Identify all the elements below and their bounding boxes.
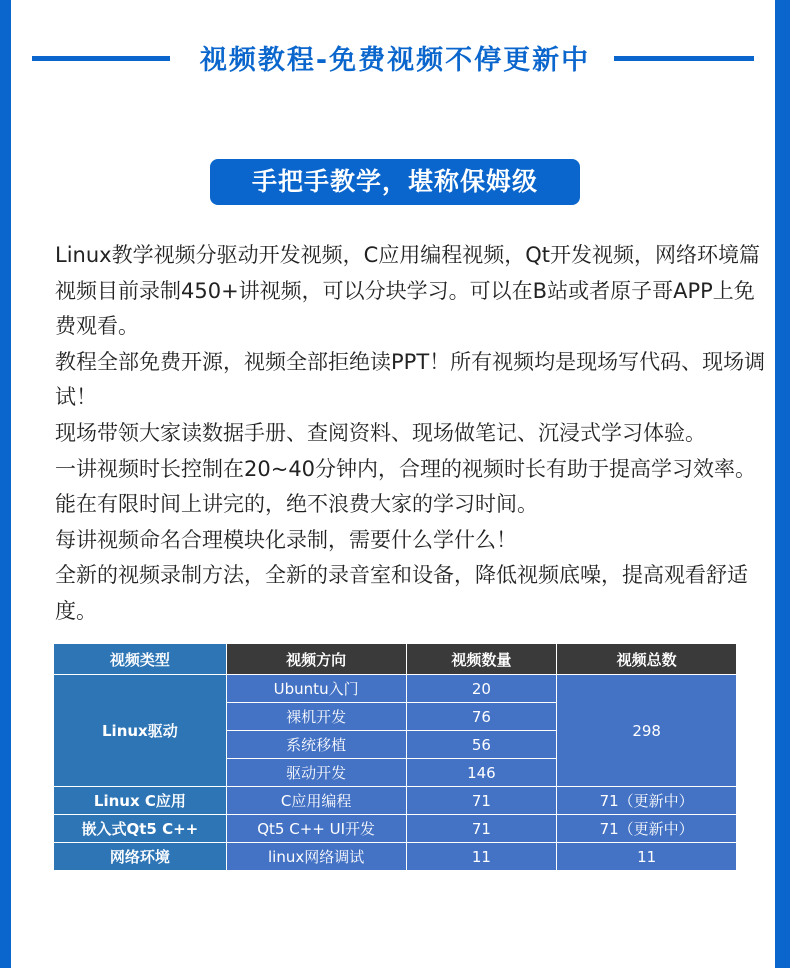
cell-type: 网络环境	[54, 843, 227, 871]
video-table	[53, 643, 737, 871]
slogan-badge: 手把手教学，堪称保姆级	[210, 159, 580, 205]
paragraph: 每讲视频命名合理模块化录制，需要什么学什么！	[55, 527, 517, 552]
paragraph: Linux教学视频分驱动开发视频，C应用编程视频，Qt开发视频，网络环境篇视频目前录制450+讲视频，可以分块学习。可以在B站或者原子哥APP上免费观看。	[55, 243, 761, 339]
header-total: 视频总数	[557, 644, 737, 675]
cell-total: 71（更新中）	[557, 787, 737, 815]
cell-count: 20	[406, 675, 557, 703]
table-row	[54, 843, 737, 871]
paragraph: 一讲视频时长控制在20~40分钟内，合理的视频时长有助于提高学习效率。能在有限时间上讲完的，绝不浪费大家的学习时间。	[55, 456, 757, 517]
cell-count: 11	[406, 843, 557, 871]
section-title: 视频教程-免费视频不停更新中	[199, 45, 591, 76]
table-row	[54, 787, 737, 815]
header-type: 视频类型	[54, 644, 227, 675]
cell-direction: C应用编程	[226, 787, 406, 815]
cell-type: 嵌入式Qt5 C++	[54, 815, 227, 843]
cell-total: 298	[557, 675, 737, 787]
paragraph: 全新的视频录制方法，全新的录音室和设备，降低视频底噪，提高观看舒适度。	[55, 563, 748, 623]
description	[55, 238, 775, 630]
right-border	[775, 0, 790, 968]
cell-count: 146	[406, 759, 557, 787]
header-count: 视频数量	[406, 644, 557, 675]
cell-direction: 裸机开发	[226, 703, 406, 731]
cell-total: 71（更新中）	[557, 815, 737, 843]
table-header	[54, 644, 737, 675]
cell-direction: Qt5 C++ UI开发	[226, 815, 406, 843]
paragraph: 现场带领大家读数据手册、查阅资料、现场做笔记、沉浸式学习体验。	[55, 420, 706, 445]
cell-count: 71	[406, 787, 557, 815]
cell-direction: 驱动开发	[226, 759, 406, 787]
cell-direction: 系统移植	[226, 731, 406, 759]
cell-direction: linux网络调试	[226, 843, 406, 871]
cell-count: 56	[406, 731, 557, 759]
cell-count: 76	[406, 703, 557, 731]
cell-total: 11	[557, 843, 737, 871]
paragraph: 教程全部免费开源，视频全部拒绝读PPT！所有视频均是现场写代码、现场调试！	[55, 349, 766, 410]
table-row	[54, 815, 737, 843]
cell-count: 71	[406, 815, 557, 843]
left-border	[0, 0, 11, 968]
cell-type: Linux驱动	[54, 675, 227, 787]
cell-direction: Ubuntu入门	[226, 675, 406, 703]
table-row	[54, 675, 737, 703]
cell-type: Linux C应用	[54, 787, 227, 815]
header-direction: 视频方向	[226, 644, 406, 675]
